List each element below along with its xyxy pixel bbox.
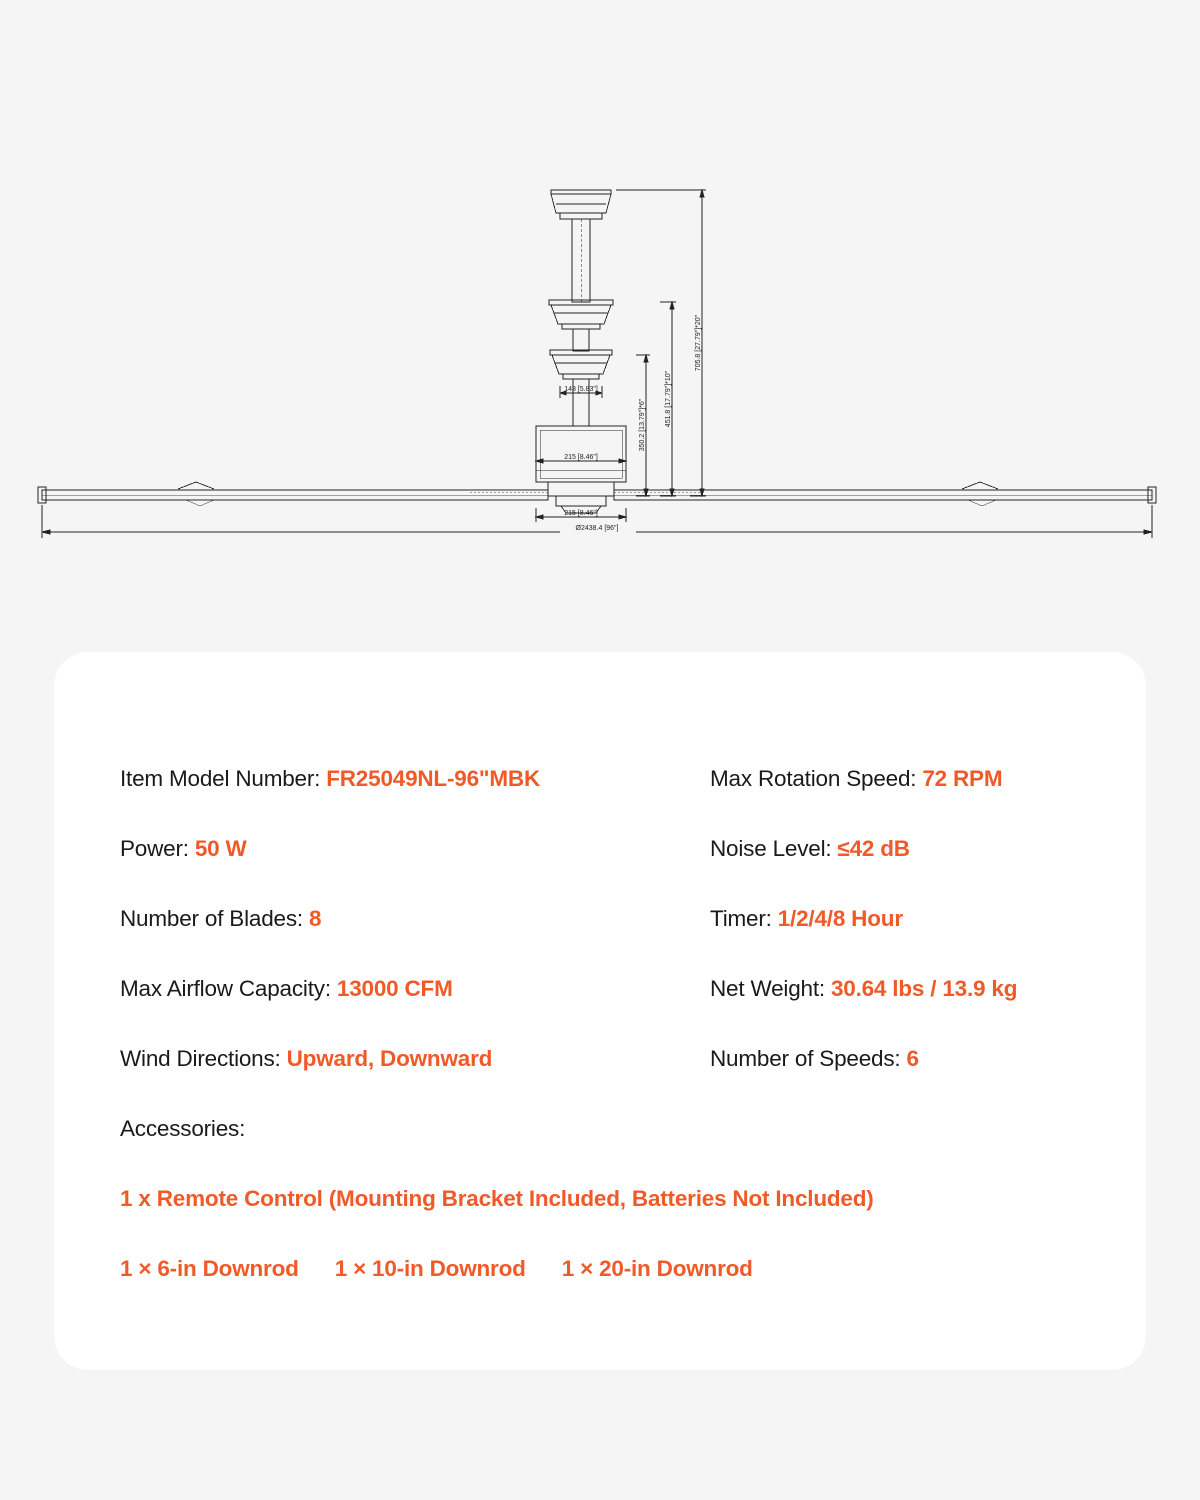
spec-label: Number of Speeds: bbox=[710, 1046, 901, 1071]
accessory-downrod-list bbox=[120, 1234, 1106, 1304]
accessory-remote-control: 1 x Remote Control (Mounting Bracket Included, Batteries Not Included) bbox=[120, 1186, 874, 1211]
canopy-top bbox=[551, 190, 611, 219]
dim-drop-20in bbox=[616, 190, 706, 496]
dim-label-motor-width-top: 215 [8.46"] bbox=[564, 454, 598, 461]
spec-label: Timer: bbox=[710, 906, 772, 931]
blade-hub bbox=[548, 482, 614, 513]
spec-value: 6 bbox=[906, 1046, 919, 1071]
spec-value: FR25049NL-96"MBK bbox=[326, 766, 540, 791]
spec-value: 50 W bbox=[194, 836, 247, 861]
dim-label-drop-6in: 350.2 [13.79"]*6" bbox=[639, 398, 646, 452]
spec-value: 8 bbox=[308, 906, 322, 931]
spec-label: Item Model Number: bbox=[120, 766, 321, 791]
downrod-upper bbox=[572, 219, 590, 302]
spec-value: ≤42 dB bbox=[837, 836, 910, 861]
spec-timer bbox=[710, 884, 1106, 954]
spec-power bbox=[120, 814, 710, 884]
spec-number-of-blades bbox=[120, 884, 710, 954]
spec-value: 72 RPM bbox=[922, 766, 1003, 791]
dimension-diagram bbox=[0, 0, 1200, 600]
spec-net-weight bbox=[710, 954, 1106, 1024]
spec-value: 1/2/4/8 Hour bbox=[777, 906, 903, 931]
dim-label-canopy-width: 148 [5.83"] bbox=[564, 386, 598, 393]
fan-blades bbox=[38, 482, 1156, 506]
spec-item-model-number bbox=[120, 744, 710, 814]
spec-label: Max Rotation Speed: bbox=[710, 766, 917, 791]
spec-max-airflow-capacity bbox=[120, 954, 710, 1024]
spec-label: Net Weight: bbox=[710, 976, 825, 1001]
spec-value: 30.64 lbs / 13.9 kg bbox=[830, 976, 1018, 1001]
spec-value: Upward, Downward bbox=[286, 1046, 493, 1071]
spec-label: Number of Blades: bbox=[120, 906, 303, 931]
accessory-downrod-20in: 1 × 20-in Downrod bbox=[561, 1256, 753, 1281]
dim-label-blade-diameter: Ø2438.4 [96"] bbox=[575, 525, 619, 532]
downrod-lower bbox=[573, 329, 589, 351]
specification-content bbox=[120, 744, 1106, 1304]
accessories-heading: Accessories: bbox=[120, 1116, 246, 1141]
spec-number-of-speeds bbox=[710, 1024, 1106, 1094]
coupler-lower bbox=[550, 350, 612, 379]
dim-label-drop-10in: 451.8 [17.79"]*10" bbox=[665, 370, 672, 428]
spec-label: Noise Level: bbox=[710, 836, 832, 861]
fan-line-drawing bbox=[0, 0, 1200, 600]
specification-grid bbox=[120, 744, 1106, 1094]
spec-label: Power: bbox=[120, 836, 189, 861]
spec-max-rotation-speed bbox=[710, 744, 1106, 814]
dim-label-motor-width-bottom: 215 [8.46"] bbox=[564, 510, 598, 517]
spec-value: 13000 CFM bbox=[336, 976, 453, 1001]
spec-label: Wind Directions: bbox=[120, 1046, 281, 1071]
accessory-downrod-6in: 1 × 6-in Downrod bbox=[120, 1256, 299, 1281]
spec-noise-level bbox=[710, 814, 1106, 884]
specification-card bbox=[54, 652, 1146, 1370]
dim-label-drop-20in: 705.8 [27.79"]*20" bbox=[695, 314, 702, 372]
coupler-mid bbox=[549, 300, 613, 329]
spec-label: Max Airflow Capacity: bbox=[120, 976, 331, 1001]
spec-wind-directions bbox=[120, 1024, 710, 1094]
accessory-downrod-10in: 1 × 10-in Downrod bbox=[334, 1256, 526, 1281]
